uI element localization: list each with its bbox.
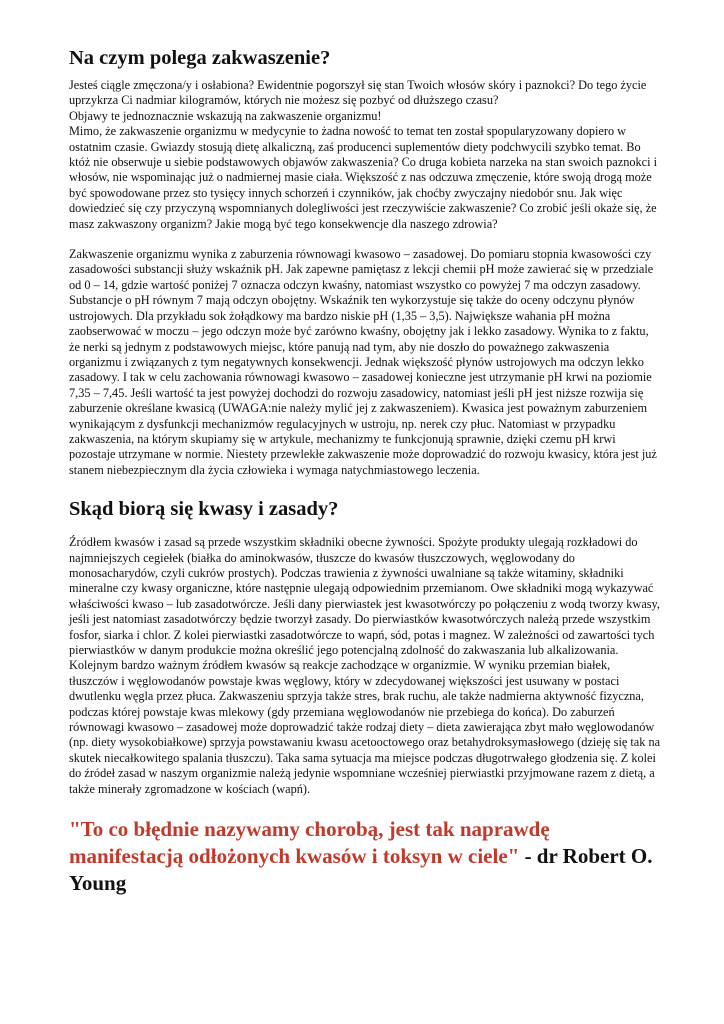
quote-text: "To co błędnie nazywamy chorobą, jest tak naprawdę manifestacją odłożonych kwasów i toksyn w ciele" — [69, 817, 550, 869]
section-heading-acids-bases: Skąd biorą się kwasy i zasady? — [69, 498, 339, 521]
quote-block — [69, 816, 661, 897]
paragraph-spacer — [69, 232, 661, 247]
quote-author: - dr Robert O. Young — [69, 844, 653, 896]
ph-balance-paragraph: Zakwaszenie organizmu wynika z zaburzenia równowagi kwasowo – zasadowej. Do pomiaru stopnia kwasowości czy zasadowości substancji służy wskaźnik pH. Jak zapewne pamiętasz z lekcji chemii pH może zawierać się w przedziale od 0 – 14, gdzie wartość poniżej 7 oznacza odczyn kwaśny, natomiast wszystko co powyżej 7 ma odczyn zasadowy. Substancje o pH równym 7 mają odczyn obojętny. Wskaźnik ten wykorzystuje się także do oceny odczynu płynów ustrojowych. Dla przykładu sok żołądkowy ma bardzo niskie pH (1,35 – 3,5). Największe wahania pH można zaobserwować w moczu – jego odczyn może być zarówno kwaśny, obojętny jak i lekko zasadowy. Wynika to z faktu, że nerki są jednym z podstawowych miejsc, które panują nad tym, aby nie doszło do poważnego zakwaszenia organizmu i związanych z tym negatywnych konsekwencji. Jednak większość płynów ustrojowych ma odczyn lekko zasadowy. I tak w celu zachowania równowagi kwasowo – zasadowej konieczne jest utrzymanie pH krwi na poziomie 7,35 – 7,45. Jeśli wartość ta jest powyżej dochodzi do rozwoju zasadowicy, natomiast jeśli pH jest niższe rozwija się zaburzenie określane kwasicą (UWAGA:nie należy mylić jej z zakwaszeniem). Kwasica jest poważnym zaburzeniem wynikającym z dysfunkcji mechanizmów regulacyjnych w ustroju, np. nerek czy płuc. Natomiast w przypadku zakwaszenia, na którym skupiamy się w artykule, mechanizmy te funkcjonują sprawnie, dzięki czemu pH krwi pozostaje utrzymane w normie. Niestety przewlekłe zakwaszenie może doprowadzić do rozwoju kwasicy, która jest już stanem niebezpiecznym dla życia człowieka i wymaga natychmiastowego leczenia. — [69, 247, 657, 477]
document-page — [69, 46, 661, 897]
quote-spacer — [69, 797, 661, 816]
section-spacer — [69, 478, 661, 497]
popularity-paragraph: Mimo, że zakwaszenie organizmu w medycynie to żadna nowość to temat ten został spopularyzowany dopiero w ostatnim czasie. Gwiazdy stosują dietę alkaliczną, zaś producenci suplementów diety podchwycili szybko temat. Bo któż nie obserwuje u siebie podstawowych objawów zakwaszenia? Co druga kobieta narzeka na stan swoich paznokci i włosów, nie wspominając już o nadmiernej masie ciała. Większość z nas odczuwa zmęczenie, które swoją drogą może być spowodowane przez sto tysięcy innych schorzeń i czynników, jak choćby zwyczajny niedobór snu. Jak więc dowiedzieć się czy przyczyną wspomnianych dolegliwości jest rzeczywiście zakwaszenie? Co zrobić jeśli okaże się, że masz zakwaszony organizm? Jakie mogą być tego konsekwencje dla naszego zdrowia? — [69, 124, 658, 231]
sources-paragraph: Źródłem kwasów i zasad są przede wszystkim składniki obecne żywności. Spożyte produkty ulegają rozkładowi do najmniejszych cegiełek (białka do aminokwasów, tłuszcze do kwasów tłuszczowych, węglowodany do monosacharydów, czyli cukrów prostych). Podczas trawienia z żywności uwalniane są także witaminy, składniki mineralne czy kwasy organiczne, które następnie ulegają odpowiednim przemianom. Owe składniki mogą wykazywać właściwości kwaso – lub zasadotwórcze. Jeśli dany pierwiastek jest kwasotwórczy po połączeniu z wodą tworzy kwasy, jeśli jest natomiast zasadotwórczy będzie tworzył zasady. Do pierwiastków kwasotwórczych należą przede wszystkim fosfor, siarka i chlor. Z kolei pierwiastki zasadotwórcze to wapń, sód, potas i magnez. W zależności od zawartości tych pierwiastków w danym produkcie można określić jego potencjalną zdolność do zakwaszania lub alkalizowania. Kolejnym bardzo ważnym źródłem kwasów są reakcje zachodzące w organizmie. W wyniku przemian białek, tłuszczów i węglowodanów powstaje kwas węglowy, który w zdecydowanej większości jest usuwany w postaci dwutlenku węgla przez płuca. Zakwaszeniu sprzyja także stres, brak ruchu, ale także nadmierna aktywność fizyczna, podczas której powstaje kwas mlekowy (gdy przemiana węglowodanów nie przebiega do końca). Do zaburzeń równowagi kwasowo – zasadowej może doprowadzić także rodzaj diety – dieta zawierająca zbyt mało węglowodanów (np. diety wysokobiałkowe) sprzyja powstawaniu kwasu acetooctowego oraz betahydroksymasłowego (dzieję się tak na skutek niecałkowitego spalania tłuszczu). Taka sama sytuacja ma miejsce podczas długotrwałego głodzenia się. Z kolei do źródeł zasad w naszym organizmie należą jedynie wspomniane wcześniej pierwiastki przyjmowane razem z dietą, a także minerały zgromadzone w kościach (wapń). — [69, 535, 661, 796]
symptoms-statement: Objawy te jednoznacznie wskazują na zakwaszenie organizmu! — [69, 108, 382, 123]
section-heading-acidification: Na czym polega zakwaszenie? — [69, 47, 331, 69]
intro-paragraph: Jesteś ciągle zmęczona/y i osłabiona? Ewidentnie pogorszył się stan Twoich włosów skóry i paznokci? Do tego życie uprzykrza Ci nadmiar kilogramów, których nie możesz się pozbyć od dłuższego czasu? — [69, 78, 647, 108]
